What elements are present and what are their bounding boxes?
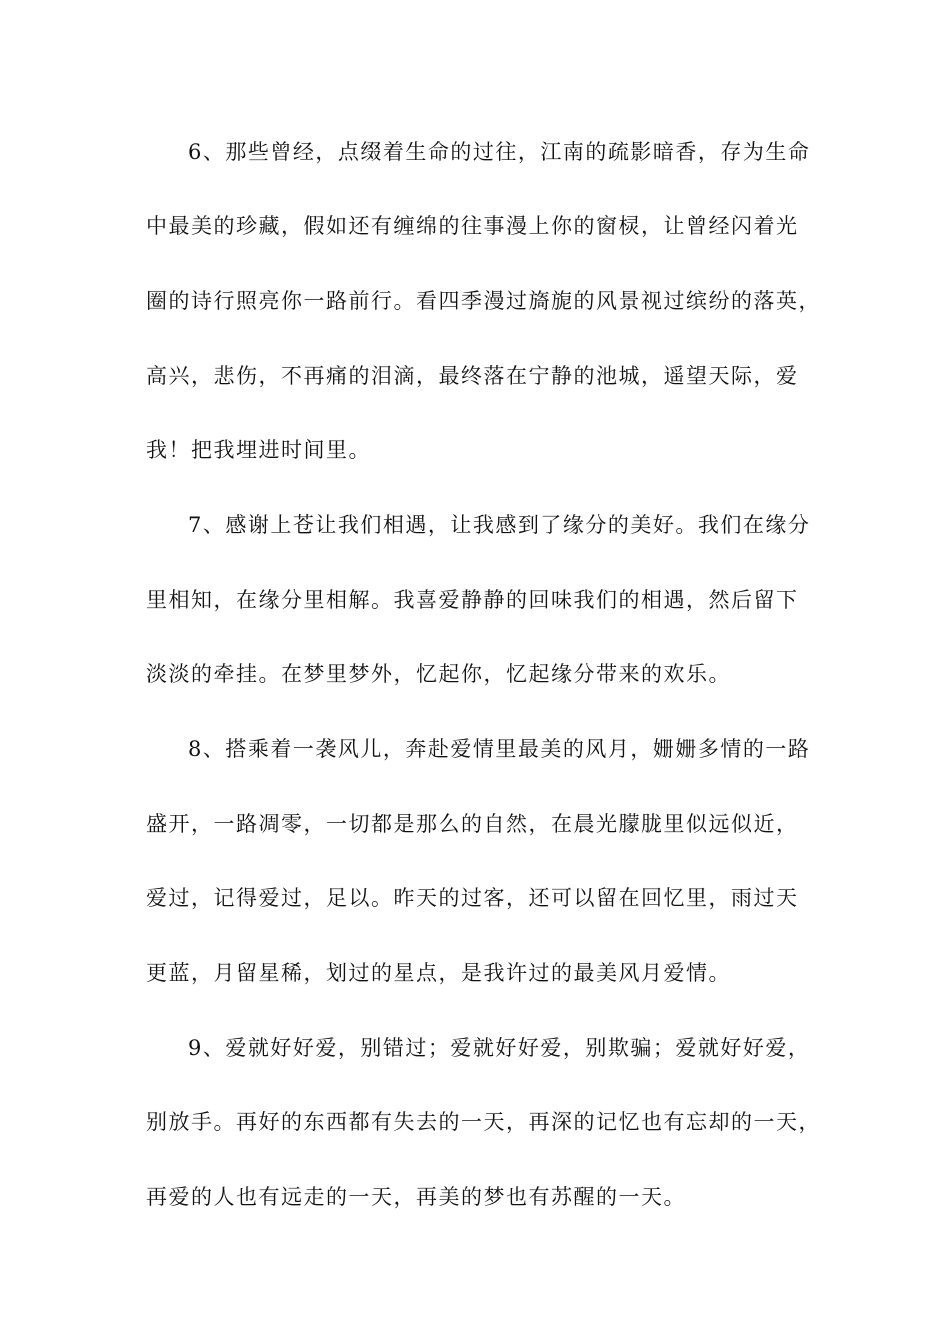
paragraph-9-line-3: 再爱的人也有远走的一天，再美的梦也有苏醒的一天。 — [146, 1185, 686, 1209]
paragraph-8-line-3: 爱过，记得爱过，足以。昨天的过客，还可以留在回忆里，雨过天 — [146, 886, 799, 910]
paragraph-8-line-2: 盛开，一路凋零，一切都是那么的自然，在晨光朦胧里似远似近， — [146, 812, 799, 836]
paragraph-6-line-3: 圈的诗行照亮你一路前行。看四季漫过旖旎的风景视过缤纷的落英， — [146, 289, 821, 313]
paragraph-6-line-5: 我！把我埋进时间里。 — [146, 438, 371, 462]
paragraph-6-line-2: 中最美的珍藏，假如还有缠绵的往事漫上你的窗棂，让曾经闪着光 — [146, 214, 799, 238]
paragraph-6-line-1: 6、那些曾经，点缀着生命的过往，江南的疏影暗香，存为生命 — [188, 140, 811, 164]
paragraph-7-line-1: 7、感谢上苍让我们相遇，让我感到了缘分的美好。我们在缘分 — [188, 513, 811, 537]
paragraph-8-line-4: 更蓝，月留星稀，划过的星点，是我许过的最美风月爱情。 — [146, 961, 731, 985]
paragraph-8-line-1: 8、搭乘着一袭风儿，奔赴爱情里最美的风月，姗姗多情的一路 — [188, 737, 811, 761]
paragraph-9-line-2: 别放手。再好的东西都有失去的一天，再深的记忆也有忘却的一天， — [146, 1110, 821, 1134]
paragraph-6-line-4: 高兴，悲伤，不再痛的泪滴，最终落在宁静的池城，遥望天际，爱 — [146, 364, 799, 388]
paragraph-9-line-1: 9、爱就好好爱，别错过；爱就好好爱，别欺骗；爱就好好爱， — [188, 1036, 811, 1060]
paragraph-7-line-2: 里相知，在缘分里相解。我喜爱静静的回味我们的相遇，然后留下 — [146, 588, 799, 612]
paragraph-7-line-3: 淡淡的牵挂。在梦里梦外，忆起你，忆起缘分带来的欢乐。 — [146, 662, 731, 686]
